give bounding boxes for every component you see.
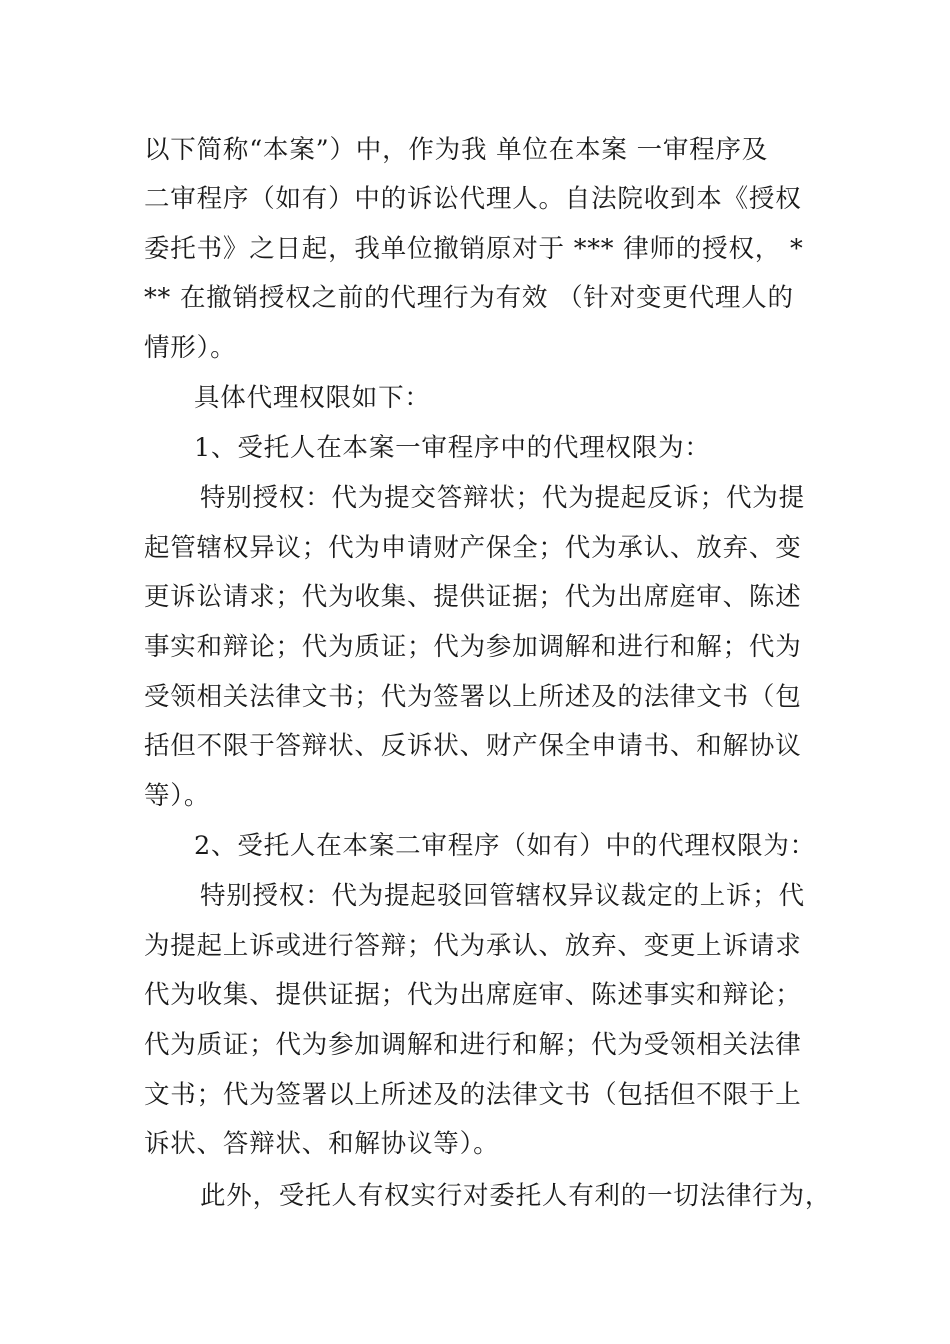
text-line-22: 此外，受托人有权实行对委托人有利的一切法律行为， [200, 1181, 832, 1211]
text-line-1: 以下简称“本案”）中，作为我 单位在本案 一审程序及 [144, 135, 769, 165]
text-line-18: 代为收集、提供证据；代为出席庭审、陈述事实和辩论； [144, 980, 802, 1010]
text-line-3: 委托书》之日起，我单位撤销原对于 *** 律师的授权， * [144, 234, 804, 264]
text-line-10: 更诉讼请求；代为收集、提供证据；代为出席庭审、陈述 [144, 582, 802, 612]
text-line-8: 特别授权：代为提交答辩状；代为提起反诉；代为提 [200, 483, 805, 513]
text-line-21: 诉状、答辩状、和解协议等）。 [144, 1129, 500, 1159]
text-line-20: 文书；代为签署以上所述及的法律文书（包括但不限于上 [144, 1080, 802, 1110]
text-line-16: 特别授权：代为提起驳回管辖权异议裁定的上诉；代 [200, 881, 805, 911]
text-line-12: 受领相关法律文书；代为签署以上所述及的法律文书（包 [144, 682, 802, 712]
section-heading-2: 2、受托人在本案二审程序（如有）中的代理权限为： [194, 831, 816, 861]
text-line-11: 事实和辩论；代为质证；代为参加调解和进行和解；代为 [144, 632, 802, 662]
text-line-17: 为提起上诉或进行答辩；代为承认、放弃、变更上诉请求 [144, 931, 802, 961]
text-line-14: 等）。 [144, 781, 211, 811]
text-line-19: 代为质证；代为参加调解和进行和解；代为受领相关法律 [144, 1030, 802, 1060]
paragraph-intro: 具体代理权限如下： [194, 383, 431, 413]
text-line-2: 二审程序（如有）中的诉讼代理人。自法院收到本《授权 [144, 184, 802, 214]
text-line-9: 起管辖权异议；代为申请财产保全；代为承认、放弃、变 [144, 533, 802, 563]
text-line-13: 括但不限于答辩状、反诉状、财产保全申请书、和解协议 [144, 731, 802, 761]
section-heading-1: 1、受托人在本案一审程序中的代理权限为： [194, 433, 711, 463]
text-line-4: ** 在撤销授权之前的代理行为有效 （针对变更代理人的 [144, 283, 794, 313]
text-line-5: 情形）。 [144, 333, 237, 363]
